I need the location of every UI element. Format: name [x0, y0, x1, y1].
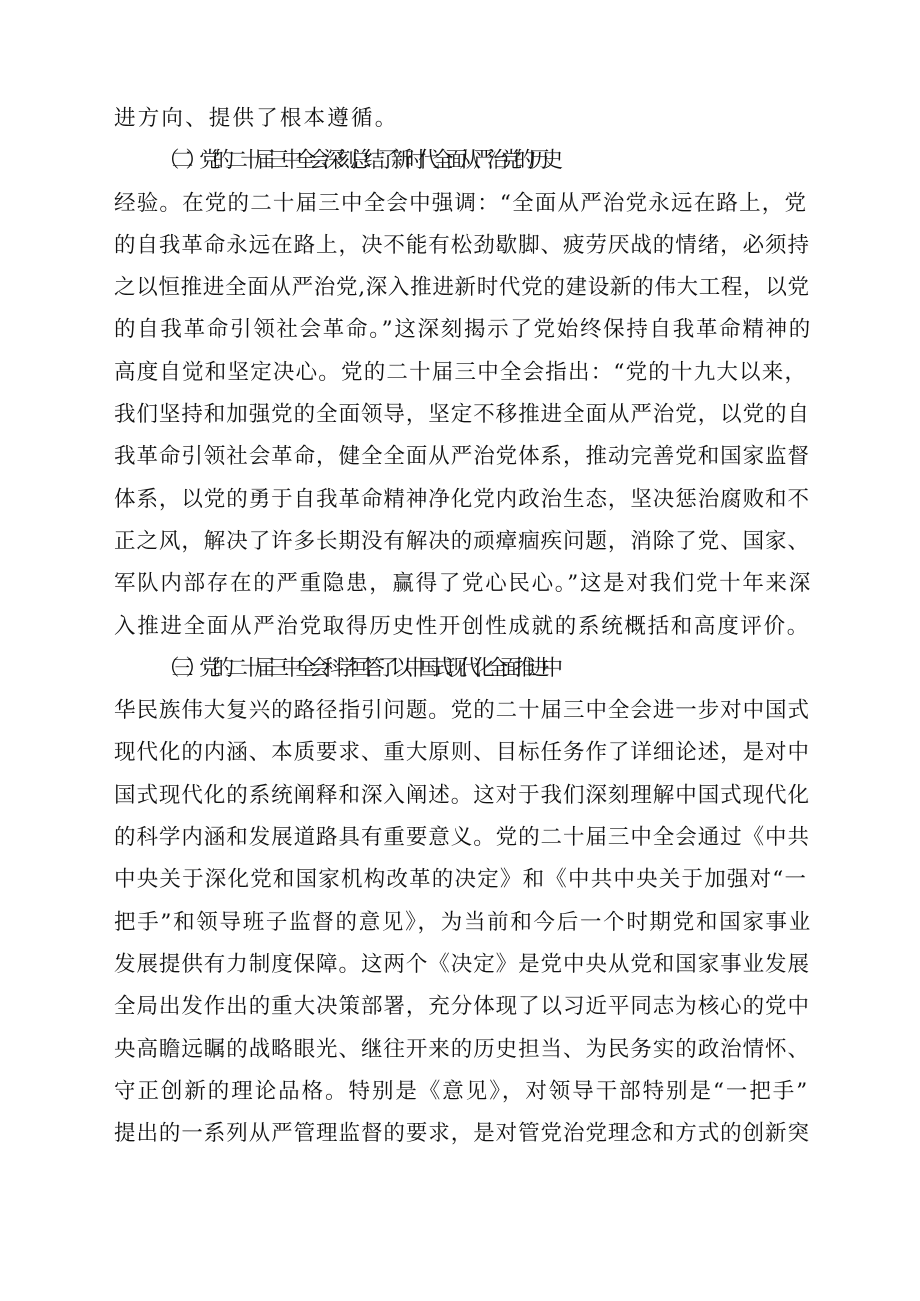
text-line: 守正创新的理论品格。特别是《意见》，对领导干部特别是“一把手”	[114, 1078, 810, 1104]
text-line: 提出的一系列从严管理监督的要求，是对管党治党理念和方式的创新突	[114, 1121, 810, 1147]
paragraph-first-line: （二）党的二十届三中全会深刻总结了新时代全面从严治党的历史	[158, 148, 556, 174]
text-line: 央高瞻远瞩的战略眼光、继往开来的历史担当、为民务实的政治情怀、	[114, 1036, 810, 1062]
text-line: 之以恒推进全面从严治党,深入推进新时代党的建设新的伟大工程，以党	[114, 275, 810, 301]
text-line: 的自我革命永远在路上，决不能有松劲歇脚、疲劳厌战的情绪，必须持	[114, 232, 810, 258]
text-line: 入推进全面从严治党取得历史性开创性成就的系统概括和高度评价。	[114, 613, 811, 639]
text-line: 进方向、提供了根本遵循。	[114, 106, 399, 131]
text-line: 我们坚持和加强党的全面领导，坚定不移推进全面从严治党，以党的自	[114, 402, 810, 428]
text-line: 全局出发作出的重大决策部署，充分体现了以习近平同志为核心的党中	[114, 994, 810, 1020]
text-line: 华民族伟大复兴的路径指引问题。党的二十届三中全会进一步对中国式	[114, 698, 810, 724]
text-line: 正之风，解决了许多长期没有解决的顽瘴痼疾问题，消除了党、国家、	[114, 528, 810, 554]
text-line: 的科学内涵和发展道路具有重要意义。党的二十届三中全会通过《中共	[114, 825, 810, 851]
body-text	[114, 98, 814, 1155]
text-line: 发展提供有力制度保障。这两个《决定》是党中央从党和国家事业发展	[114, 951, 810, 977]
text-line: 国式现代化的系统阐释和深入阐述。这对于我们深刻理解中国式现代化	[114, 782, 810, 808]
text-line: 把手”和领导班子监督的意见》，为当前和今后一个时期党和国家事业	[114, 909, 812, 935]
text-line: 现代化的内涵、本质要求、重大原则、目标任务作了详细论述，是对中	[114, 740, 810, 766]
text-line: 的自我革命引领社会革命。”这深刻揭示了党始终保持自我革命精神的	[114, 317, 812, 343]
text-line: 军队内部存在的严重隐患，赢得了党心民心。”这是对我们党十年来深	[114, 571, 812, 597]
text-line: 经验。在党的二十届三中全会中强调：“全面从严治党永远在路上，党	[114, 190, 808, 216]
text-line: 我革命引领社会革命，健全全面从严治党体系，推动完善党和国家监督	[114, 444, 810, 470]
text-line: 高度自觉和坚定决心。党的二十届三中全会指出：“党的十九大以来，	[114, 359, 808, 385]
text-line: 中央关于深化党和国家机构改革的决定》和《中共中央关于加强对“一	[114, 867, 808, 893]
text-line: 体系，以党的勇于自我革命精神净化党内政治生态，坚决惩治腐败和不	[114, 486, 810, 512]
paragraph-first-line: （三）党的二十届三中全会科学回答了以中国式现代化全面推进中	[158, 655, 556, 681]
